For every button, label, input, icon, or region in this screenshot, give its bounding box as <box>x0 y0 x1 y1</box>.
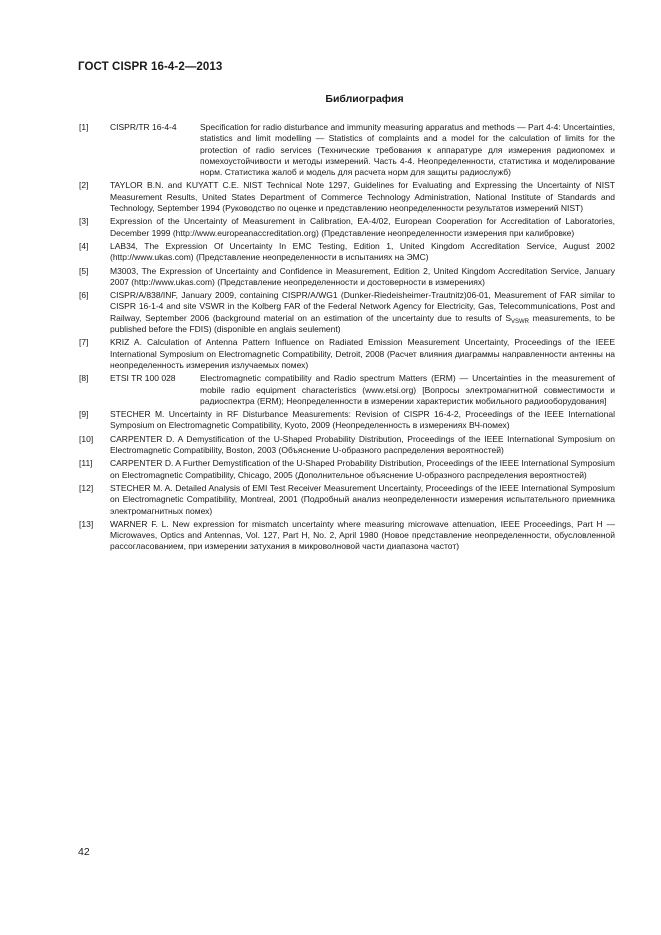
reference-number: [8] <box>79 373 89 384</box>
reference-number: [3] <box>79 216 89 227</box>
reference-list <box>79 122 615 555</box>
reference-item <box>79 483 615 517</box>
reference-item <box>79 241 615 264</box>
reference-number: [6] <box>79 290 89 301</box>
page-number: 42 <box>78 846 90 858</box>
reference-item <box>79 180 615 214</box>
reference-item <box>79 434 615 457</box>
reference-number: [5] <box>79 265 89 276</box>
reference-number: [1] <box>79 122 89 132</box>
reference-text: CARPENTER D. A Demystification of the U-Shaped Probability Distribution, Proceedings of the IEEE International Symposium on Electromagnetic Compatibility, Boston, 2003 (Объяснение U-образного распределения вероятностей) <box>110 433 615 456</box>
reference-text: STECHER M. A. Detailed Analysis of EMI Test Receiver Measurement Uncertainty, Proceedings of the IEEE International Symposium on Electromagnetic Compatibility, Montreal, 2001 (Подробный анализ неопределенности измерения испытательного приемника электромагнитных помех) <box>110 482 615 516</box>
reference-item <box>79 409 615 432</box>
reference-text <box>110 290 615 335</box>
reference-text: LAB34, The Expression Of Uncertainty In EMC Testing, Edition 1, United Kingdom Accreditation Service, August 2002 (http://www.ukas.com) (Представление неопределенности в испытаниях на ЭМС) <box>110 240 615 263</box>
reference-text: WARNER F. L. New expression for mismatch uncertainty where measuring microwave attenuation, IEEE Proceedings, Part H — Microwaves, Optics and Antennas, Vol. 127, Part H, No. 2, April 1980 (Новое представление неопределенности, обусловленной рассогласованием, при измерении затухания в микроволновой части диапазона частот) <box>110 518 615 552</box>
reference-item <box>79 337 615 371</box>
reference-number: [13] <box>79 518 94 529</box>
reference-item <box>79 122 615 178</box>
reference-item <box>79 290 615 335</box>
reference-number: [12] <box>79 482 94 493</box>
reference-code: ETSI TR 100 028 <box>110 373 176 384</box>
reference-text: Electromagnetic compatibility and Radio spectrum Matters (ERM) — Uncertainties in the measurement of mobile radio equipment characteristics (www.etsi.org) [Вопросы электромагнитной совместимости и радиоспектра (ERM); Неопределенности в измерении характеристик мобильного радиооборудования] <box>200 373 615 406</box>
reference-item <box>79 519 615 553</box>
document-header: ГОСТ CISPR 16-4-2—2013 <box>78 61 223 73</box>
reference-number: [4] <box>79 240 89 251</box>
reference-number: [7] <box>79 337 89 348</box>
reference-number: [10] <box>79 433 94 444</box>
reference-code: CISPR/TR 16-4-4 <box>110 122 177 132</box>
section-title: Библиография <box>325 93 404 105</box>
reference-text: CARPENTER D. A Further Demystification of the U-Shaped Probability Distribution, Proceedings of the IEEE International Symposium on Electromagnetic Compatibility, Chicago, 2005 (Дополнительное объяснение U-образного распределения вероятностей) <box>110 458 615 480</box>
reference-item <box>79 266 615 289</box>
reference-number: [2] <box>79 180 89 191</box>
reference-text: Specification for radio disturbance and immunity measuring apparatus and methods — Part 4-4: Uncertainties, statistics and limit modelling — Statistics of complaints and a model for the calculation of limits for the protection of radio services (Технические требования к аппаратуре для измерения радиопомех и помехоустойчивости и методы измерений. Часть 4-4. Неопределенности, статистика и моделирование норм. Статистика жалоб и модель для расчета норм для защиты радиослужб) <box>200 122 615 178</box>
reference-text: TAYLOR B.N. and KUYATT C.E. NIST Technical Note 1297, Guidelines for Evaluating and Expressing the Uncertainty of NIST Measurement Results, United States Department of Commerce Technology Administration, National Institute of Standards and Technology, September 1994 (Руководство по оценке и представлению неопределенности результатов измерений NIST) <box>110 180 615 214</box>
subscript: VSWR <box>511 318 529 325</box>
reference-text: Expression of the Uncertainty of Measurement in Calibration, EA-4/02, European Cooperation for Accreditation of Laboratories, December 1999 (http://www.europeanaccreditation.org) (Представление неопределенности измерения при калибровке) <box>110 216 615 238</box>
reference-number: [11] <box>79 458 93 469</box>
reference-item <box>79 216 615 239</box>
reference-item <box>79 458 615 481</box>
reference-text: STECHER M. Uncertainty in RF Disturbance Measurements: Revision of CISPR 16-4-2, Proceedings of the IEEE International Symposium on Electromagnetic Compatibility, Kyoto, 2009 (Неопределенность в измерениях ВЧ-помех) <box>110 409 615 431</box>
reference-text-part: CISPR/A/838/INF, January 2009, containing CISPR/A/WG1 (Dunker-Riedeisheimer-Trautnitz)06-01, Measurement of FAR similar to CISPR 16-1-4 and site VSWR in the Kolberg FAR of the Federal Network Agency for Electricity, Gas, Telecommunications, Post and Railway, September 2006 (background material on an estimation of the uncertainty due to results of S <box>110 290 615 323</box>
reference-item <box>79 373 615 407</box>
reference-text: KRIZ A. Calculation of Antenna Pattern Influence on Radiated Emission Measurement Uncertainty, Proceedings of the IEEE International Symposium on Electromagnetic Compatibility, Detroit, 2008 (Расчет влияния диаграммы направленности антенны на неопределенность измерения излучаемых помех) <box>110 337 615 370</box>
reference-text: M3003, The Expression of Uncertainty and Confidence in Measurement, Edition 2, United Kingdom Accreditation Service, January 2007 (http://www.ukas.com) (Представление неопределенности и достоверности в измерениях) <box>110 265 615 287</box>
reference-text-part: measurements, to be published before the FDIS) (disponible en anglais seulement) <box>110 312 615 335</box>
reference-number: [9] <box>79 409 89 420</box>
